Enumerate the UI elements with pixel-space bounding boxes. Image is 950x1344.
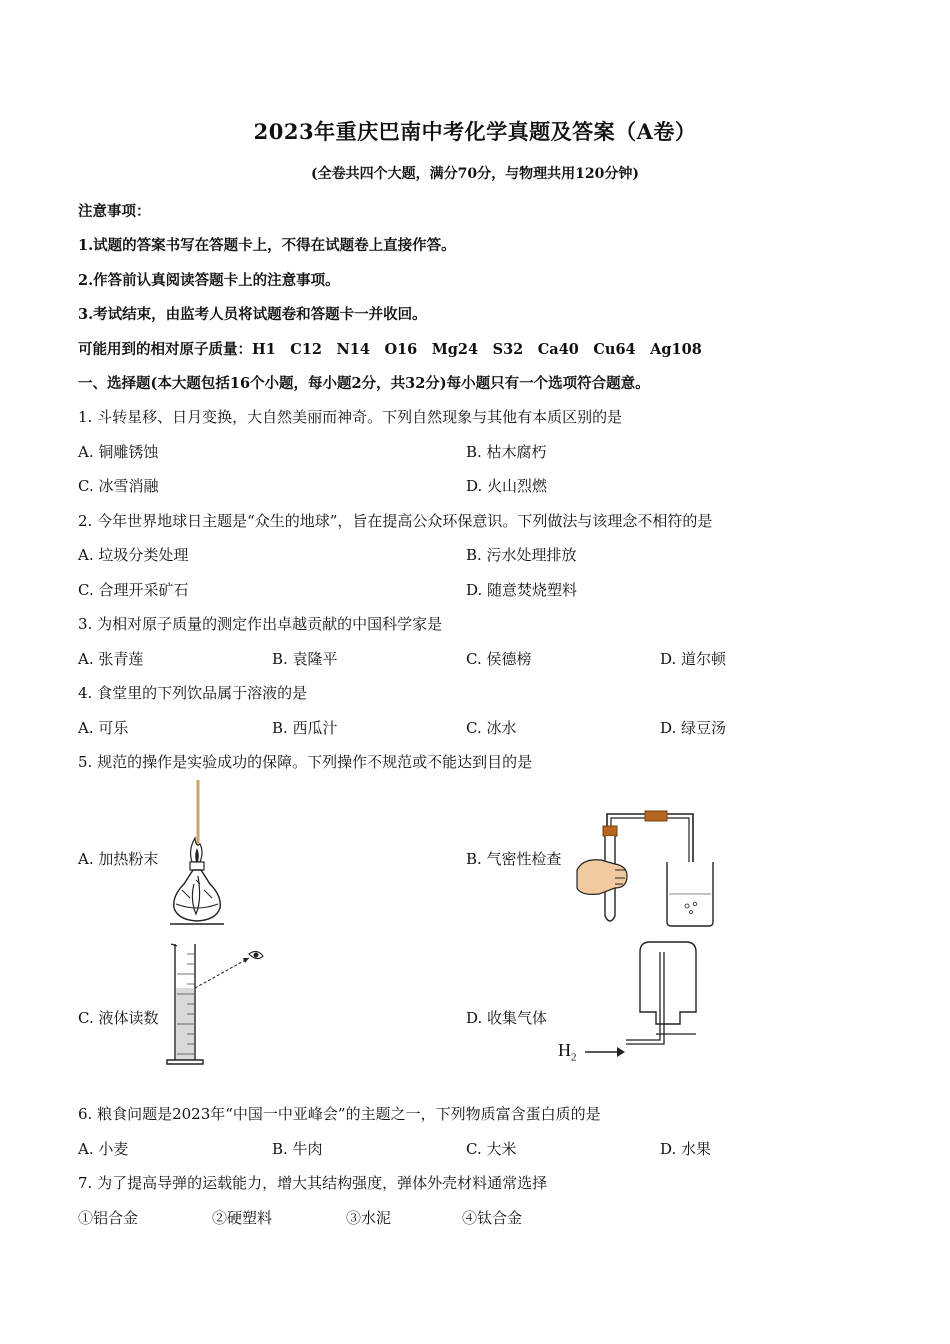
section-1-heading: 一、选择题(本大题包括16个小题，每小题2分，共32分)每小题只有一个选项符合题意。 — [78, 375, 650, 392]
figure-gas-collection — [600, 940, 710, 1050]
notice-item-3: 3.考试结束，由监考人员将试题卷和答题卡一并收回。 — [78, 306, 427, 323]
q5-option-d: D. 收集气体 — [466, 1009, 548, 1027]
notice-item-2: 2.作答前认真阅读答题卡上的注意事项。 — [78, 272, 340, 289]
h2-label: $H_2$ — [558, 1040, 577, 1064]
q3-option-a: A. 张青莲 — [78, 650, 144, 668]
q5-option-b: B. 气密性检查 — [466, 850, 562, 868]
q4-option-b: B. 西瓜汁 — [272, 719, 338, 737]
q4-option-c: C. 冰水 — [466, 719, 517, 737]
page-title: 2023年重庆巴南中考化学真题及答案（A卷） — [253, 119, 697, 144]
q2-option-d: D. 随意焚烧塑料 — [466, 581, 578, 599]
q1-option-d: D. 火山烈燃 — [466, 477, 548, 495]
q2-option-c: C. 合理开采矿石 — [78, 581, 189, 599]
q6-option-d: D. 水果 — [660, 1140, 712, 1158]
q3-option-c: C. 侯德榜 — [466, 650, 532, 668]
q1-option-a: A. 铜雕锈蚀 — [78, 443, 159, 461]
q6-option-a: A. 小麦 — [78, 1140, 129, 1158]
q1-option-b: B. 枯木腐朽 — [466, 443, 547, 461]
q6-option-c: C. 大米 — [466, 1140, 517, 1158]
q6-option-b: B. 牛肉 — [272, 1140, 323, 1158]
figure-alcohol-lamp — [160, 780, 230, 930]
page-subtitle: (全卷共四个大题，满分70分，与物理共用120分钟) — [311, 166, 639, 182]
q7-choice-3: ③水泥 — [346, 1209, 392, 1227]
q6-stem: 6. 粮食问题是2023年“中国一中亚峰会”的主题之一，下列物质富含蛋白质的是 — [78, 1105, 601, 1123]
h2-arrow — [585, 1046, 625, 1058]
q1-stem: 1. 斗转星移、日月变换，大自然美丽而神奇。下列自然现象与其他有本质区别的是 — [78, 408, 623, 426]
q3-option-d: D. 道尔顿 — [660, 650, 727, 668]
q5-option-a: A. 加热粉末 — [78, 850, 159, 868]
notice-heading: 注意事项： — [78, 203, 151, 220]
q5-stem: 5. 规范的操作是实验成功的保障。下列操作不规范或不能达到目的是 — [78, 753, 533, 771]
q2-option-a: A. 垃圾分类处理 — [78, 546, 189, 564]
figure-graduated-cylinder — [165, 940, 275, 1070]
q3-option-b: B. 袁隆平 — [272, 650, 338, 668]
q7-choice-1: ①铝合金 — [78, 1209, 139, 1227]
q4-option-a: A. 可乐 — [78, 719, 129, 737]
q3-stem: 3. 为相对原子质量的测定作出卓越贡献的中国科学家是 — [78, 615, 443, 633]
q7-choice-2: ②硬塑料 — [212, 1209, 273, 1227]
notice-item-1: 1.试题的答案书写在答题卡上，不得在试题卷上直接作答。 — [78, 237, 456, 254]
q4-option-d: D. 绿豆汤 — [660, 719, 727, 737]
q5-option-c: C. 液体读数 — [78, 1009, 159, 1027]
figure-airtightness-check — [575, 808, 715, 928]
q1-option-c: C. 冰雪消融 — [78, 477, 159, 495]
atomic-masses: 可能用到的相对原子质量：H1 C12 N14 O16 Mg24 S32 Ca40 Cu64 Ag108 — [78, 341, 702, 358]
q7-choice-4: ④钛合金 — [462, 1209, 523, 1227]
q2-stem: 2. 今年世界地球日主题是“众生的地球”，旨在提高公众环保意识。下列做法与该理念不相符的是 — [78, 512, 713, 530]
q2-option-b: B. 污水处理排放 — [466, 546, 577, 564]
q4-stem: 4. 食堂里的下列饮品属于溶液的是 — [78, 684, 308, 702]
q7-stem: 7. 为了提高导弹的运载能力，增大其结构强度，弹体外壳材料通常选择 — [78, 1174, 548, 1192]
